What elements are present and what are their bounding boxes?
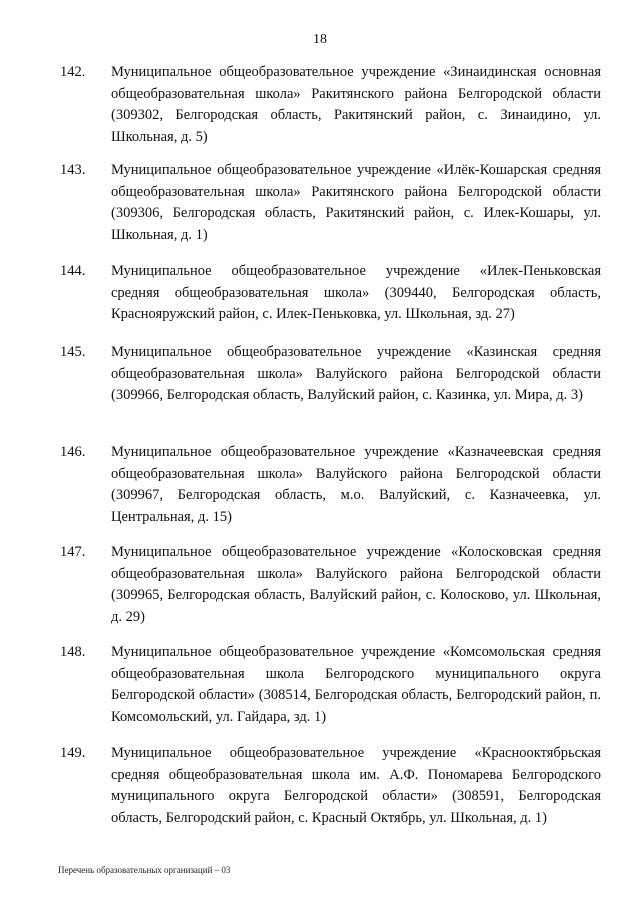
entry-text: Муниципальное общеобразовательное учреждение «Илек-Пеньковская средняя общеобразовательная школа» (309440, Белгородская область, Краснояружский район, с. Илек-Пеньковка, ул. Школьная, зд. 27)	[111, 263, 601, 322]
entry-number: 142.	[60, 64, 86, 80]
entry-text: Муниципальное общеобразовательное учреждение «Комсомольская средняя общеобразовательная школа Белгородского муниципального округа Белгородской области» (308514, Белгородская область, Белгородский район, п. Комсомольский, ул. Гайдара, зд. 1)	[111, 644, 601, 725]
entry-text: Муниципальное общеобразовательное учреждение «Казинская средняя общеобразовательная школа» Валуйского района Белгородской области (309966, Белгородская область, Валуйский район, с. Казинка, ул. Мира, д. 3)	[111, 344, 601, 403]
entry-number: 146.	[60, 444, 86, 460]
entry-number: 144.	[60, 263, 86, 279]
entry-text: Муниципальное общеобразовательное учреждение «Казначеевская средняя общеобразовательная школа» Валуйского района Белгородской области (309967, Белгородская область, м.о. Валуйский, с. Казначеевка, ул. Центральная, д. 15)	[111, 444, 601, 525]
entry-number: 149.	[60, 745, 86, 761]
entry-text: Муниципальное общеобразовательное учреждение «Зинаидинская основная общеобразовательная школа» Ракитянского района Белгородской области (309302, Белгородская область, Ракитянский район, с. Зинаидино, ул. Школьная, д. 5)	[111, 64, 601, 145]
entry-text: Муниципальное общеобразовательное учреждение «Краснооктябрьская средняя общеобразовательная школа им. А.Ф. Пономарева Белгородского муниципального округа Белгородской области» (308591, Белгородская область, Белгородский район, с. Красный Октябрь, ул. Школьная, д. 1)	[111, 745, 601, 826]
entry-number: 148.	[60, 644, 86, 660]
entry-text: Муниципальное общеобразовательное учреждение «Илёк-Кошарская средняя общеобразовательная школа» Ракитянского района Белгородской области (309306, Белгородская область, Ракитянский район, с. Илек-Кошары, ул. Школьная, д. 1)	[111, 162, 601, 243]
entry-number: 145.	[60, 344, 86, 360]
entry-number: 147.	[60, 544, 86, 560]
entry-number: 143.	[60, 162, 86, 178]
footer-note: Перечень образовательных организаций – 03	[58, 865, 231, 875]
entry-text: Муниципальное общеобразовательное учреждение «Колосковская средняя общеобразовательная школа» Валуйского района Белгородской области (309965, Белгородская область, Валуйский район, с. Колосково, ул. Школьная, д. 29)	[111, 544, 601, 625]
page-number: 18	[313, 32, 327, 47]
